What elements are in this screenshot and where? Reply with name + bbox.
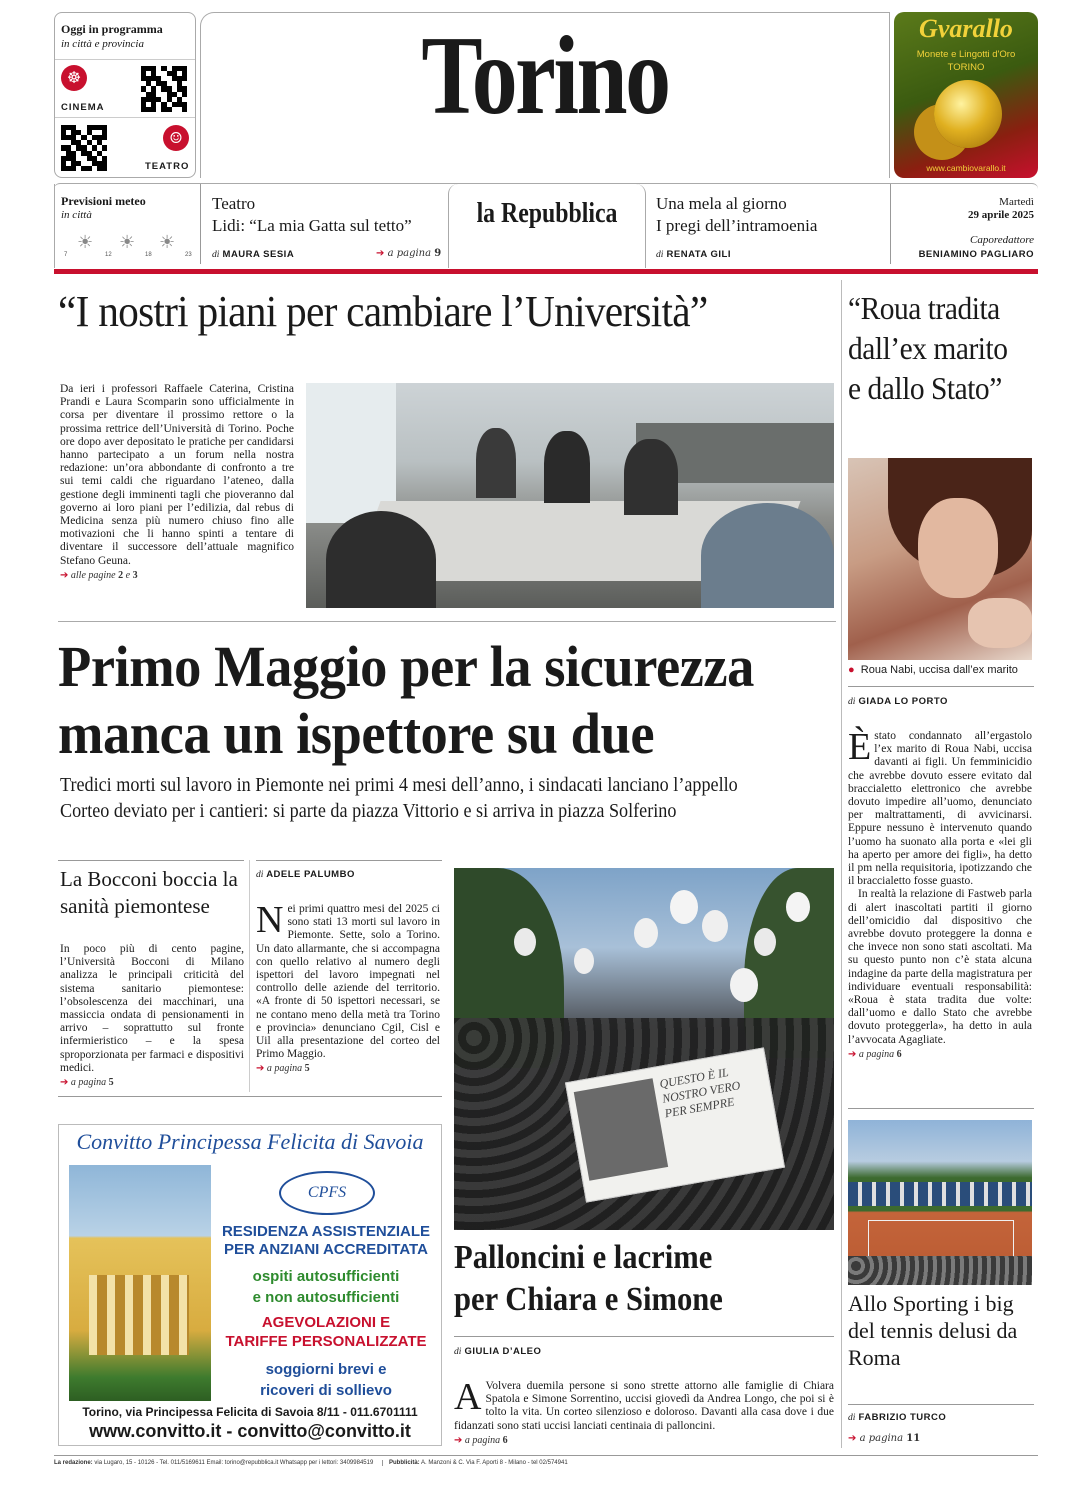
divider xyxy=(58,621,836,622)
balloon-icon xyxy=(754,928,776,956)
masthead-title-box xyxy=(200,12,890,178)
programma-title: Oggi in programma xyxy=(61,22,163,36)
programma-box xyxy=(54,12,196,178)
dropcap: N xyxy=(256,899,284,941)
convitto-ad[interactable] xyxy=(58,1124,442,1446)
main-body-text: ei primi quattro mesi del 2025 ci sono stati 13 morti sul lavoro in Piemonte. Sette, solo a Torino. Un dato allarmante, che si accompagna con quello relativo al numero degli ispettori del lavoro impegnati nel controllo delle aziende del territorio. «A fronte di 50 ispettori necessari, se ne contano meno della metà tra Torino e provincia» denunciano Cgil, Cisl e Uil alla presentazione del corteo del Primo Maggio. xyxy=(256,903,440,1061)
dropcap: È xyxy=(848,726,872,768)
meteo-subtitle: in città xyxy=(61,209,92,221)
lead-body xyxy=(60,383,294,582)
teatro-qr-code[interactable] xyxy=(61,125,107,171)
teatro-title: Lidi: “La mia Gatta sul tetto” xyxy=(212,216,412,235)
ad-line: TARIFFE PERSONALIZZATE xyxy=(225,1333,427,1350)
person xyxy=(326,511,436,608)
mela-byline: di RENATA GILI xyxy=(656,249,731,260)
hand xyxy=(968,598,1032,648)
ad-brand: Gvarallo xyxy=(919,14,1013,43)
divider xyxy=(890,184,891,264)
bocconi-body-text: In poco più di cento pagine, l’Università Bocconi di Milano analizza le principali criticità del sistema sanitario piemontese: l’obsolescenza dei macchinari, una massiccia ondata di pensionamenti in arrivo – soprattutto sul fronte infermieristico – e la spesa sproporzionata per farmaci e dispositivi medici. xyxy=(60,943,244,1074)
person xyxy=(701,503,834,608)
ad-line: ospiti autosufficienti xyxy=(252,1268,400,1285)
arrow-right-icon: ➔ xyxy=(848,1048,857,1060)
sun-icon: ☀ xyxy=(77,232,94,253)
cinema-qr-code[interactable] xyxy=(141,66,187,112)
balloons-march-photo xyxy=(454,868,834,1230)
divider xyxy=(249,860,250,1092)
dropcap: A xyxy=(454,1376,482,1418)
gold-coin-image xyxy=(934,80,1002,148)
teatro-kicker: Teatro xyxy=(212,194,256,213)
balloon-icon xyxy=(634,918,658,948)
ad-line: soggiorni brevi e xyxy=(265,1361,387,1378)
caporedattore-name: BENIAMINO PAGLIARO xyxy=(918,249,1034,260)
meteo-hour: 18 xyxy=(145,252,152,258)
teatro-teaser[interactable] xyxy=(212,184,444,268)
teatro-page-ref[interactable]: ➔ a pagina 9 xyxy=(376,248,442,259)
stands xyxy=(848,1182,1032,1206)
building-photo xyxy=(69,1165,211,1401)
date-box xyxy=(894,184,1034,268)
sun-icon: ☀ xyxy=(119,232,136,253)
spectators xyxy=(848,1256,1032,1285)
main-body xyxy=(256,899,440,1076)
ad-line: PER ANZIANI ACCREDITATA xyxy=(224,1241,428,1258)
meteo-hour: 7 xyxy=(64,252,68,258)
balloons-page-ref[interactable]: ➔ a pagina 6 xyxy=(454,1434,508,1446)
balloons-body xyxy=(454,1376,834,1447)
bocconi-body xyxy=(60,943,244,1089)
teatro-byline: di MAURA SESIA xyxy=(212,249,295,260)
cinema-icon[interactable]: ☸ xyxy=(61,65,87,91)
balloons-byline: di GIULIA D’ALEO xyxy=(454,1346,542,1357)
arrow-right-icon: ➔ xyxy=(256,1063,265,1075)
divider xyxy=(454,1336,834,1337)
varallo-ad[interactable] xyxy=(894,12,1038,178)
mela-teaser[interactable] xyxy=(656,184,882,268)
bocconi-page-ref[interactable]: ➔ a pagina 5 xyxy=(60,1077,114,1089)
banner-photo xyxy=(574,1078,668,1181)
tennis-court-photo xyxy=(848,1120,1032,1285)
ad-web[interactable]: www.convitto.it - convitto@convitto.it xyxy=(89,1421,411,1441)
ad-line: TORINO xyxy=(947,62,985,73)
footer-rule xyxy=(54,1455,1038,1456)
mela-title: I pregi dell’intramoenia xyxy=(656,216,818,235)
column-rule xyxy=(841,280,842,1448)
roua-portrait-photo xyxy=(848,458,1032,660)
info-strip xyxy=(54,183,1038,272)
programma-subtitle: in città e provincia xyxy=(61,38,144,50)
divider xyxy=(200,184,201,264)
sun-icon: ☀ xyxy=(159,232,176,253)
main-subhead-1: Tredici morti sul lavoro in Piemonte nei primi 4 mesi dell’anno, i sindacati lanciano l’appello xyxy=(60,775,738,796)
divider xyxy=(848,1108,1034,1109)
ad-url[interactable]: www.cambiovarallo.it xyxy=(926,163,1006,173)
balloon-icon xyxy=(574,948,594,974)
balloon-icon xyxy=(730,968,758,1002)
lead-page-ref[interactable]: ➔ alle pagine 2 e 3 xyxy=(60,569,138,581)
repubblica-logo: la Repubblica xyxy=(476,198,618,229)
ad-line: AGEVOLAZIONI E xyxy=(261,1314,391,1331)
balloon-icon xyxy=(514,928,536,956)
roua-body xyxy=(848,726,1032,1061)
meteo-hour: 12 xyxy=(105,252,112,258)
ad-line: e non autosufficienti xyxy=(252,1289,400,1306)
footer-pubblicita: Pubblicità: A. Manzoni & C. Via F. Aporti 8 - Milano - tel 02/574941 xyxy=(382,1460,568,1466)
divider xyxy=(848,686,1034,687)
divider xyxy=(58,860,244,861)
balloon-icon xyxy=(702,910,728,942)
teatro-mask-icon[interactable]: ☺ xyxy=(163,125,189,151)
cpfs-logo-text: CPFS xyxy=(307,1184,347,1201)
main-subhead-2: Corteo deviato per i cantieri: si parte da piazza Vittorio e si arriva in piazza Solferino xyxy=(60,801,677,822)
meteo-hour: 23 xyxy=(185,252,192,258)
arrow-right-icon: ➔ xyxy=(376,248,385,259)
arrow-right-icon: ➔ xyxy=(60,569,69,581)
lead-body-text: Da ieri i professori Raffaele Caterina, Cristina Prandi e Laura Scomparin sono ufficialmente in corsa per diventare il prossimo rettore o la prossima rettrice dell’Università di Torino. Poche ore dopo aver depositato le pratiche per candidarsi hanno partecipato a un forum nella nostra redazione: un’ora abbondante di confronto a tre sui temi caldi che riguardano l’ateneo, dalla gestione degli imminenti tagli che pioveranno dal governo ai loro piani per l’edilizia, dal rebus di Medicina senza più numero chiuso fino alle motivazioni che li hanno spinti a tentare di diventare il successore dell’attuale magnifico Stefano Geuna. xyxy=(60,383,294,567)
balloon-icon xyxy=(670,890,698,924)
arrow-right-icon: ➔ xyxy=(454,1434,463,1446)
repubblica-logo-box xyxy=(448,184,646,268)
ad-line: ricoveri di sollievo xyxy=(260,1382,392,1399)
person xyxy=(544,431,590,503)
divider xyxy=(55,59,195,60)
balloons-headline[interactable]: Palloncini e lacrime per Chiara e Simone xyxy=(454,1239,723,1318)
meteo-box xyxy=(54,184,197,268)
arrow-right-icon: ➔ xyxy=(848,1433,857,1444)
person xyxy=(624,439,678,515)
roua-caption: ● Roua Nabi, uccisa dall’ex marito xyxy=(848,664,1018,676)
banner-text: QUESTO È IL NOSTRO VERO PER SEMPRE xyxy=(658,1065,742,1121)
lead-headline[interactable]: “I nostri piani per cambiare l’Università” xyxy=(58,287,708,336)
person xyxy=(476,428,516,498)
footer-redazione: La redazione: via Lugaro, 15 - 10126 - Tel. 011/5169611 Email: torino@repubblica.it Whatsapp per i lettori: 3409984519 xyxy=(54,1460,374,1466)
main-headline-line-1[interactable]: Primo Maggio per la sicurezza xyxy=(58,634,754,699)
divider xyxy=(58,1096,442,1097)
cinema-label: CINEMA xyxy=(61,102,105,113)
camera-icon: ● xyxy=(848,664,855,676)
forum-photo xyxy=(306,383,834,608)
ad-line: RESIDENZA ASSISTENZIALE xyxy=(221,1223,431,1240)
tennis-byline: di FABRIZIO TURCO xyxy=(848,1412,947,1423)
divider xyxy=(55,117,195,118)
balloons-body-text: Volvera duemila persone si sono strette attorno alle famiglie di Chiara Spatola e Simone Sorrentino, uccisi giovedì da Andrea Longo, che poi si è tolto la vita. Un corteo silenzioso e doloroso. Davanti alla casa dove i due fidanzati sono stati uccisi lanciati centinaia di palloncini. xyxy=(454,1380,834,1432)
teatro-label: TEATRO xyxy=(145,161,190,172)
roua-body-text: stato condannato all’ergastolo l’ex marito di Roua Nabi, uccisa davanti ai figli. Un femminicidio che avrebbe dovuto essere evitato dal braccialetto elettronico che avrebbe dovuto impedire all’uomo, denunciato per maltrattamenti, di avvicinarsi. Eppure nessuno è intervenuto quando l’uomo ha suonato alla porta e «lei gli ha aperto per amore dei figli», ha detto il pm nella requisitoria, ipotizzando che il braccialetto fosse guasto. xyxy=(848,730,1032,888)
red-rule xyxy=(54,269,1038,274)
building-columns xyxy=(89,1275,189,1355)
divider xyxy=(256,860,442,861)
roua-body-paragraph-2: In realtà la relazione di Fastweb parla di alert inascoltati partiti il giorno dell’omicidio dal dispositivo che avrebbe dovuto proteggere la donna e che invece non sono stati ascoltati. Ma su questo punto non c’è stata alcuna indagine da parte della magistratura per individuare eventuali responsabilità: «Roua è stata tradita due volte: dall’uomo e dallo Stato che avrebbe dovuto proteggerla», ha detto in aula l’avvocata Agagliate. xyxy=(848,888,1032,1046)
arrow-right-icon: ➔ xyxy=(60,1077,69,1089)
roua-headline[interactable]: “Roua tradita dall’ex marito e dallo Stato” xyxy=(848,290,1008,406)
masthead-title: Torino xyxy=(421,14,669,138)
roua-page-ref[interactable]: ➔ a pagina 6 xyxy=(848,1048,902,1060)
ad-address: Torino, via Principessa Felicita di Savoia 8/11 - 011.6701111 xyxy=(82,1405,418,1419)
ad-line: Monete e Lingotti d'Oro xyxy=(916,49,1016,60)
divider xyxy=(848,1404,1034,1405)
tennis-page-ref[interactable]: ➔ a pagina 11 xyxy=(848,1433,921,1444)
tennis-headline[interactable]: Allo Sporting i big del tennis delusi da Roma xyxy=(848,1291,1018,1370)
meteo-title: Previsioni meteo xyxy=(61,194,146,208)
mela-kicker: Una mela al giorno xyxy=(656,194,787,213)
caporedattore-label: Caporedattore xyxy=(970,234,1034,246)
masthead xyxy=(54,12,1038,178)
convitto-title: Convitto Principessa Felicita di Savoia xyxy=(76,1129,424,1154)
main-headline-line-2[interactable]: manca un ispettore su due xyxy=(58,701,655,766)
date: 29 aprile 2025 xyxy=(968,209,1034,221)
main-page-ref[interactable]: ➔ a pagina 5 xyxy=(256,1063,310,1075)
cpfs-logo xyxy=(279,1171,375,1215)
day: Martedì xyxy=(999,196,1034,208)
face xyxy=(918,498,998,598)
main-byline: di ADELE PALUMBO xyxy=(256,869,355,880)
roua-byline: di GIADA LO PORTO xyxy=(848,696,948,707)
bocconi-title[interactable]: La Bocconi boccia la sanità piemontese xyxy=(60,867,238,918)
balloon-icon xyxy=(786,892,810,922)
